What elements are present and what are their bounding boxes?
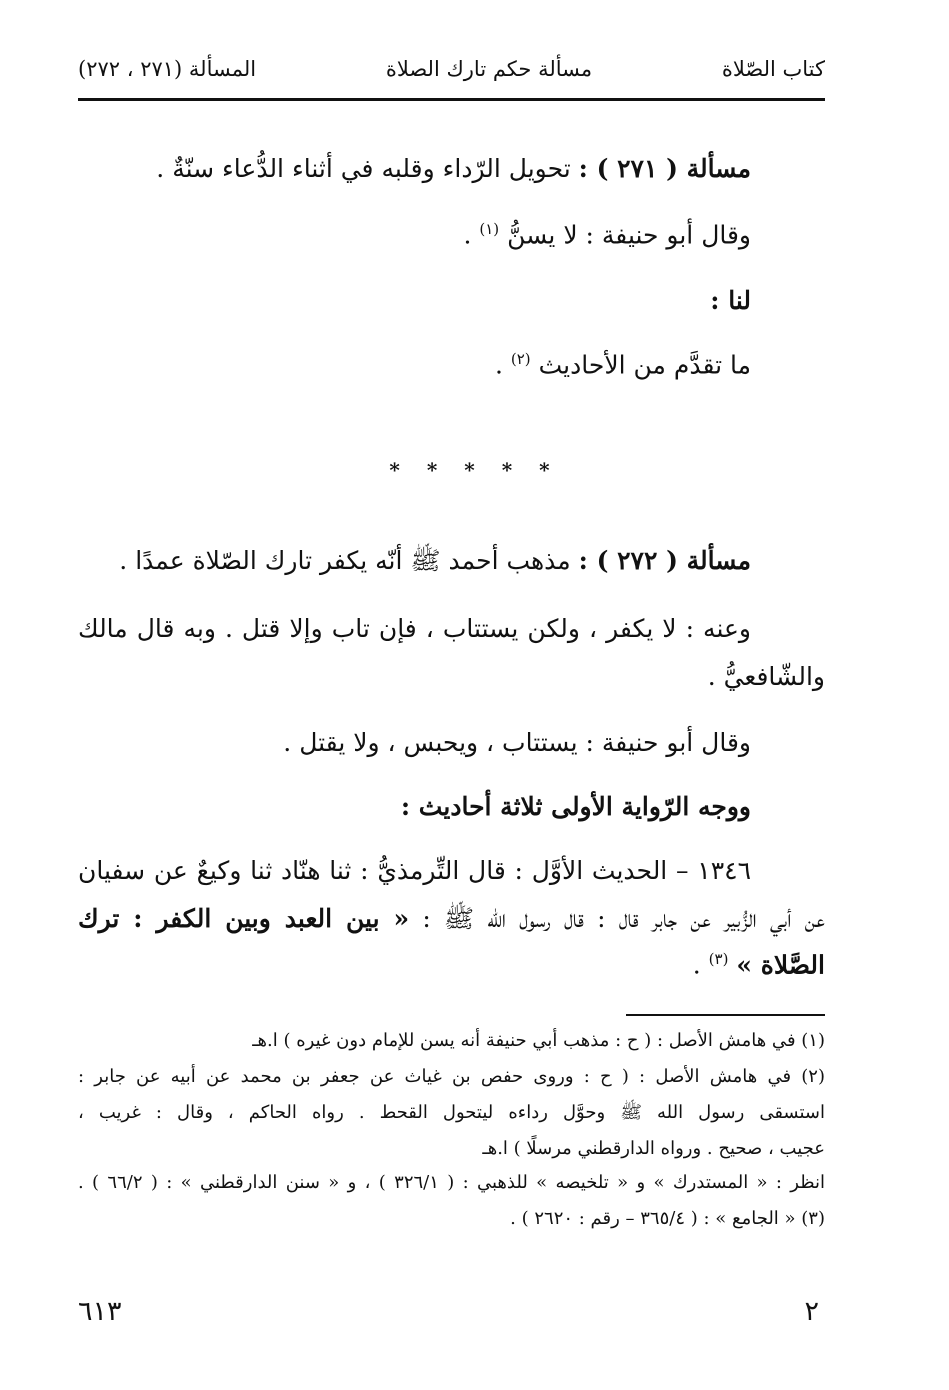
hadith-1346-line-2-plain: عن أبي الزُّبير عن جابر قال : قال رسول الله ﷺ :	[422, 904, 825, 933]
footnotes-divider	[626, 1014, 825, 1016]
section-separator: * * * * *	[389, 458, 560, 482]
issue-271-abu-hanifa	[463, 220, 751, 250]
issue-271-statement	[156, 156, 751, 181]
footnote-2-line-4: انظر : « المستدرك » و « تلخيصه » للذهبي : ( ٣٢٦/١ ) ، و « سنن الدارقطني » : ( ٦٦/٢ ) .	[78, 1172, 825, 1193]
issue-272-line-2: وعنه : لا يكفر ، ولكن يستتاب ، فإن تاب وإلا قتل . وبه قال مالك	[78, 614, 751, 643]
issue-271-abu-hanifa-text: وقال أبو حنيفة : لا يسنُّ	[507, 220, 751, 250]
hadith-1346-line-1: ١٣٤٦ – الحديث الأوَّل : قال التِّرمذيُّ : ثنا هنّاد ثنا وكيعٌ عن سفيان	[78, 856, 751, 885]
footnote-2-line-3: عجيب ، صحيح . ورواه الدارقطني مرسلًا ) ا.هـ	[482, 1138, 825, 1159]
header-issue-numbers: المسألة (٢٧١ ، ٢٧٢)	[78, 57, 257, 81]
volume-number: ٢	[804, 1296, 819, 1327]
hadith-1346-line-2-bold: « بين العبد وبين الكفر : ترك	[78, 904, 410, 933]
issue-271-lana: لنا :	[710, 286, 751, 315]
header-topic: مسألة حكم تارك الصلاة	[385, 57, 593, 81]
issue-271-label: مسألة ( ٢٧١ ) :	[578, 154, 751, 183]
issue-271-text: تحويل الرّداء وقلبه في أثناء الدُّعاء سنّةٌ .	[156, 154, 571, 183]
issue-271-evidence-text: ما تقدَّم من الأحاديث	[538, 350, 751, 380]
issue-272-statement	[119, 548, 751, 573]
hadith-1346-line-3-bold: الصَّلاة »	[736, 950, 825, 980]
footnote-2-line-1: (٢) في هامش الأصل : ( ح : وروى حفص بن غياث عن جعفر بن محمد عن أبيه عن جابر :	[78, 1066, 825, 1087]
header-book-title: كتاب الصّلاة	[721, 57, 825, 81]
hadith-1346-line-2	[78, 906, 825, 931]
issue-272-line-3: والشّافعيُّ .	[707, 662, 825, 691]
issue-272-wajh: ووجه الرّواية الأولى ثلاثة أحاديث :	[400, 792, 751, 821]
issue-271-evidence	[494, 350, 751, 380]
footnote-1: (١) في هامش الأصل : ( ح : مذهب أبي حنيفة أنه يسن للإمام دون غيره ) ا.هـ	[252, 1030, 825, 1051]
footnote-ref-3: (٣)	[708, 950, 729, 968]
issue-272-label: مسألة ( ٢٧٢ ) :	[578, 546, 751, 575]
footnote-ref-2: (٢)	[510, 350, 531, 368]
header-divider	[78, 98, 825, 101]
page-number: ٦١٣	[78, 1296, 122, 1327]
issue-272-text: مذهب أحمد ﷺ أنّه يكفر تارك الصّلاة عمدًا .	[119, 546, 571, 575]
hadith-1346-line-3	[692, 950, 825, 980]
footnote-3: (٣) « الجامع » : ( ٣٦٥/٤ – رقم : ٢٦٢٠ ) .	[510, 1208, 825, 1229]
footnote-ref-1: (١)	[479, 220, 500, 238]
issue-271-abu-hanifa-end: .	[463, 220, 472, 250]
running-header	[78, 52, 825, 86]
footnote-2-line-2: استسقى رسول الله ﷺ وحوَّل رداءه ليتحول القحط . رواه الحاكم ، وقال : غريب ،	[78, 1102, 825, 1123]
issue-271-evidence-end: .	[494, 350, 503, 380]
hadith-1346-line-3-end: .	[692, 950, 701, 980]
issue-272-abu-hanifa: وقال أبو حنيفة : يستتاب ، ويحبس ، ولا يقتل .	[283, 728, 751, 757]
